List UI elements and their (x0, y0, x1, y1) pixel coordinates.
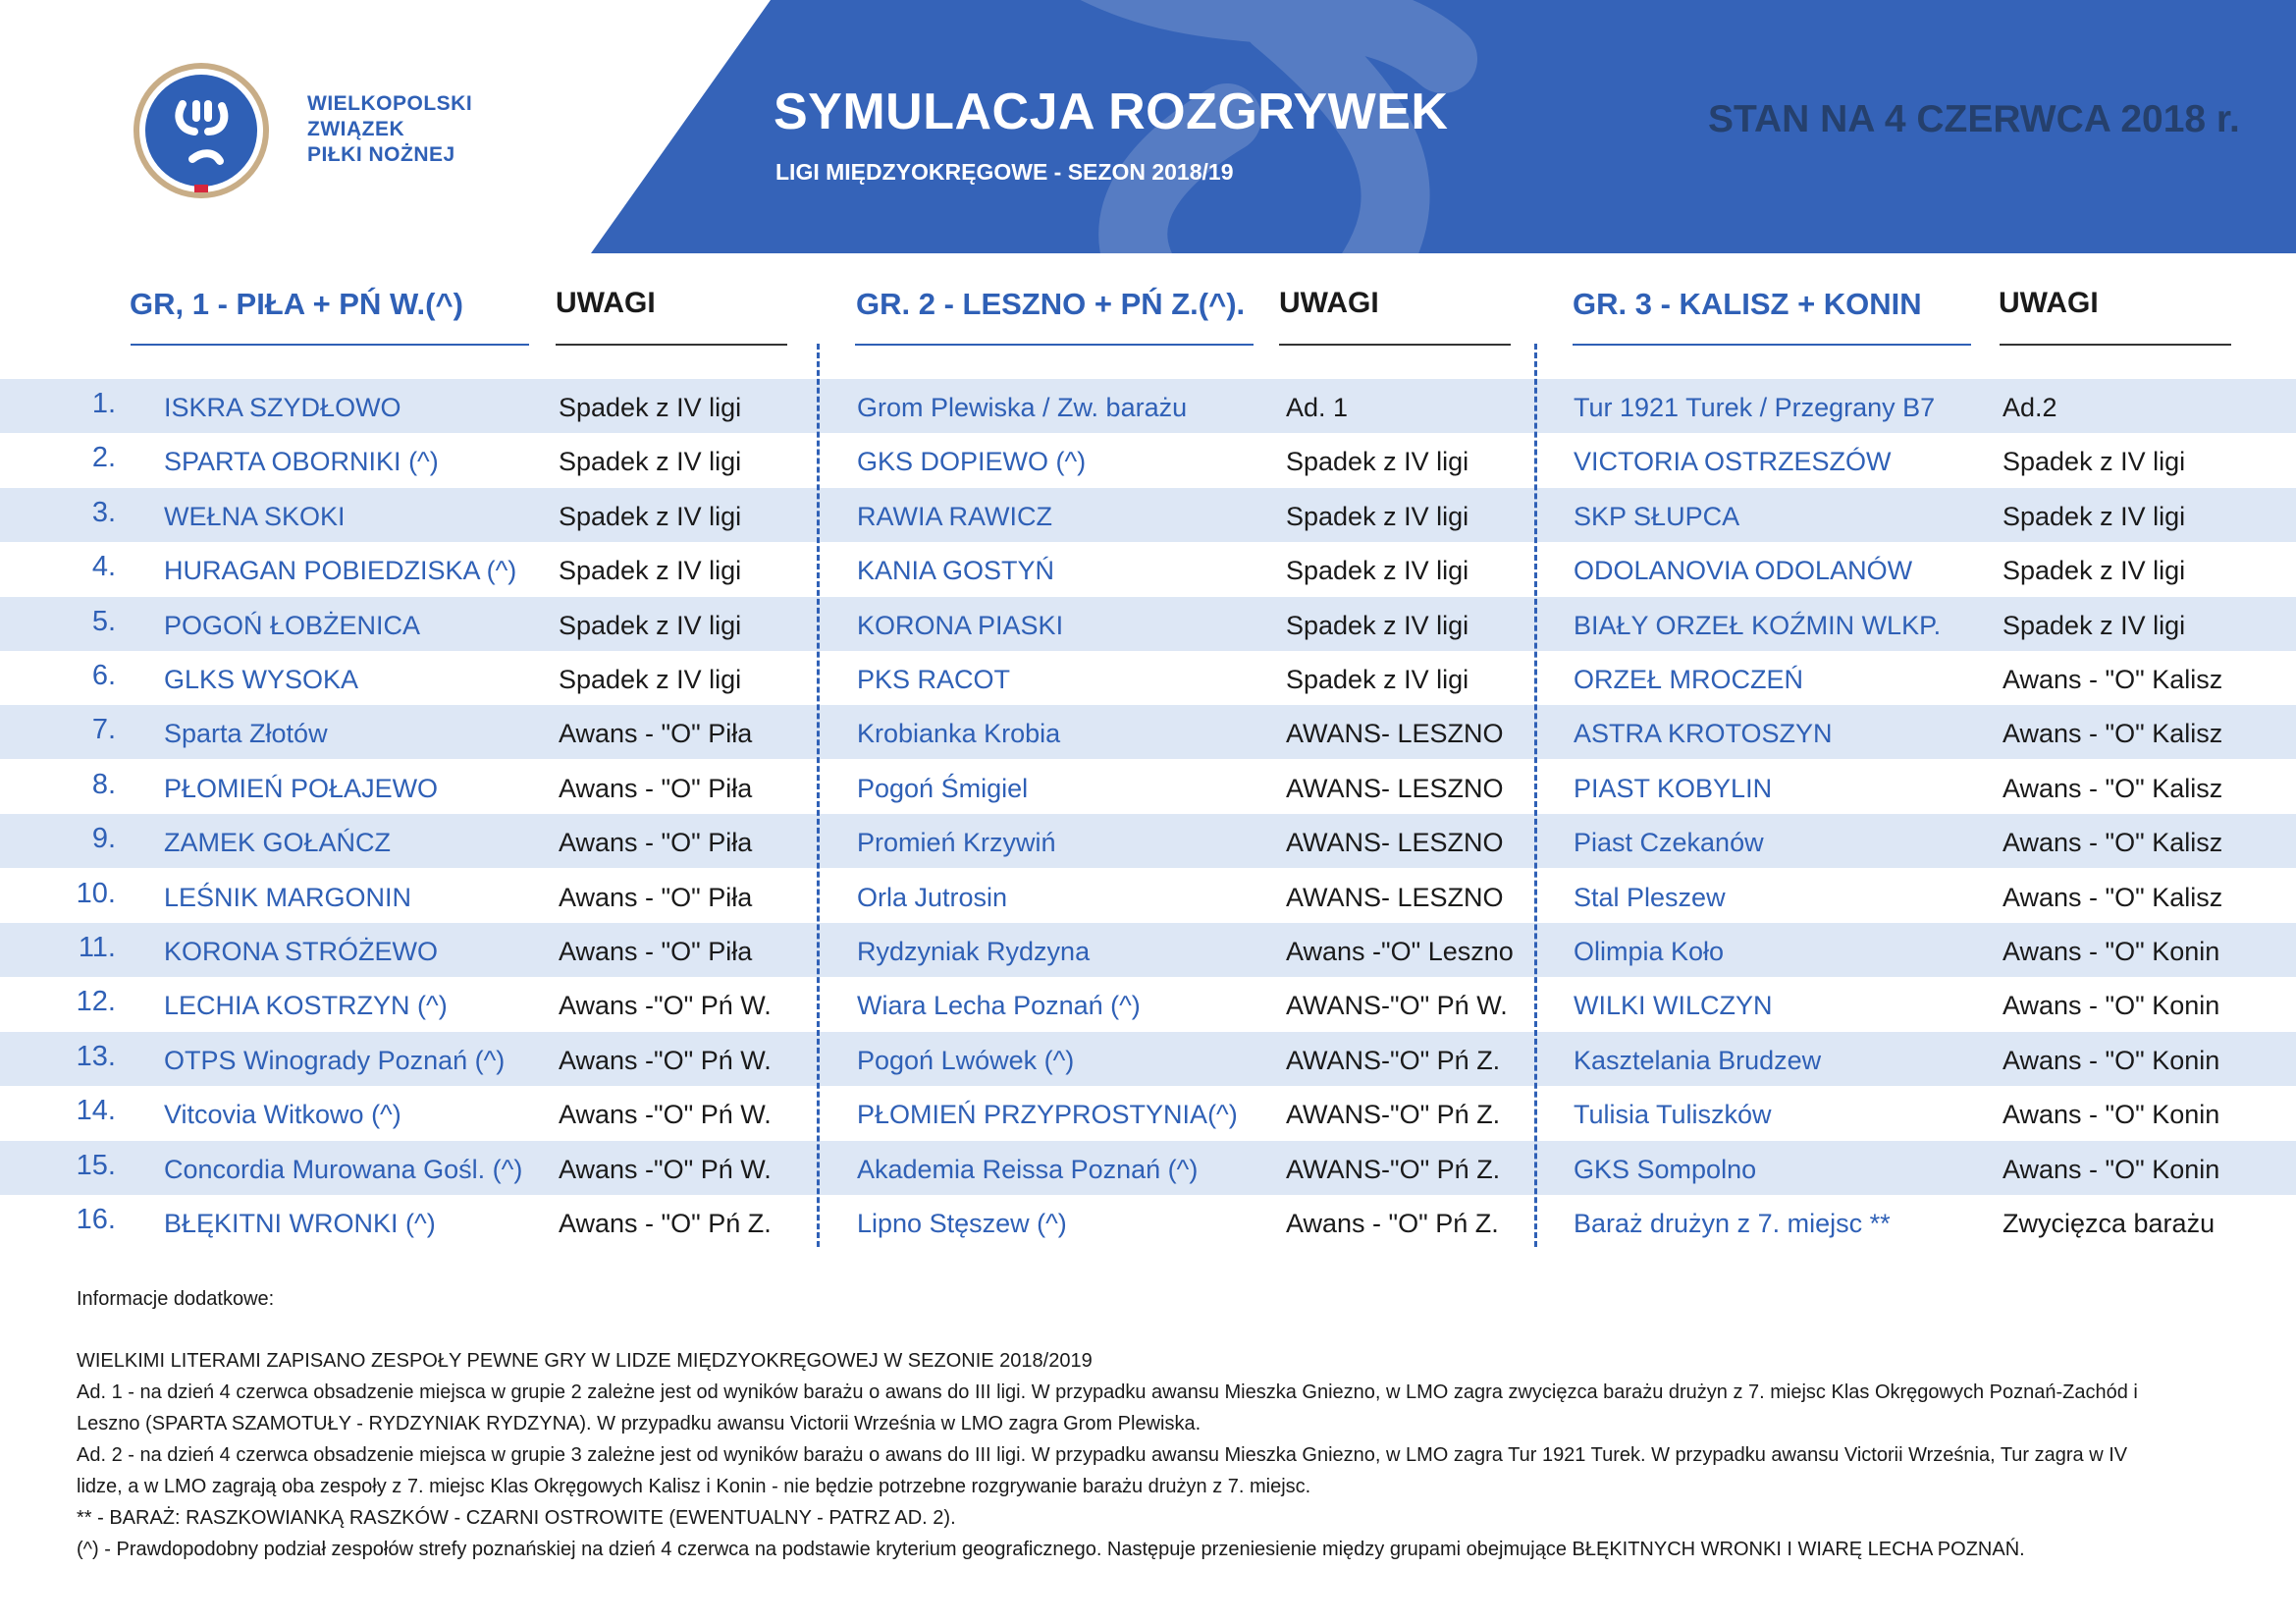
group-3-team: SKP SŁUPCA (1574, 501, 1740, 531)
row-number: 2. (91, 442, 116, 474)
info-line: (^) - Prawdopodobny podział zespołów strefy poznańskiej na dzień 4 czerwca na podstawie kryterium geograficznego. Następuje przeniesienie między grupami obejmujące BŁĘKITNYCH WRONKI I WIARĘ LECHA POZNAŃ. (77, 1539, 2025, 1560)
group-3-note: Awans - "O" Konin (2002, 991, 2220, 1021)
group-2-note: Spadek z IV ligi (1286, 610, 1469, 640)
page-subtitle: LIGI MIĘDZYOKRĘGOWE - SEZON 2018/19 (775, 159, 1234, 185)
group-3-note: Zwycięzca barażu (2002, 1209, 2216, 1238)
table-row (0, 597, 2296, 651)
group-2-notes-underline (1279, 344, 1511, 346)
group-2-team: Pogoń Lwówek (^) (857, 1045, 1075, 1075)
table-row (0, 760, 2296, 814)
row-number: 13. (76, 1040, 116, 1072)
group-2-team: RAWIA RAWICZ (857, 501, 1052, 531)
group-2-note: Spadek z IV ligi (1286, 447, 1469, 477)
table-row (0, 923, 2296, 977)
group-3-notes-underline (2000, 344, 2231, 346)
group-3-team: WILKI WILCZYN (1574, 991, 1773, 1021)
group-2-team: KANIA GOSTYŃ (857, 556, 1055, 586)
table-row (0, 433, 2296, 487)
group-1-note: Spadek z IV ligi (559, 393, 742, 422)
group-2-note: AWANS- LESZNO (1286, 773, 1504, 803)
row-number: 4. (91, 551, 116, 583)
group-2-team: PŁOMIEŃ PRZYPROSTYNIA(^) (857, 1100, 1238, 1130)
group-2-team: Lipno Stęszew (^) (857, 1209, 1067, 1238)
table-row (0, 869, 2296, 923)
row-number: 6. (91, 660, 116, 691)
group-1-team: HURAGAN POBIEDZISKA (^) (164, 556, 517, 586)
group-1-notes-header: UWAGI (556, 287, 656, 319)
group-2-note: AWANS- LESZNO (1286, 882, 1504, 912)
group-3-title: GR. 3 - KALISZ + KONIN (1573, 287, 1922, 321)
group-3-team: Piast Czekanów (1574, 828, 1764, 858)
table-row (0, 814, 2296, 868)
row-number: 11. (78, 932, 116, 963)
group-2-note: AWANS-"O" Pń Z. (1286, 1045, 1501, 1075)
status-date: STAN NA 4 CZERWCA 2018 r. (1708, 98, 2240, 140)
group-1-team: OTPS Winogrady Poznań (^) (164, 1045, 506, 1075)
table-row (0, 1141, 2296, 1195)
group-1-note: Awans - "O" Piła (559, 937, 753, 966)
group-3-team: ODOLANOVIA ODOLANÓW (1574, 556, 1913, 586)
group-1-title: GR, 1 - PIŁA + PŃ W.(^) (130, 287, 463, 321)
group-1-note: Awans -"O" Pń W. (559, 1100, 772, 1130)
group-1-team: Sparta Złotów (164, 719, 328, 749)
page-title: SYMULACJA ROZGRYWEK (774, 83, 1449, 140)
table-row (0, 1032, 2296, 1086)
group-2-title: GR. 2 - LESZNO + PŃ Z.(^). (856, 287, 1246, 321)
group-2-note: Ad. 1 (1286, 393, 1349, 422)
group-2-team: Krobianka Krobia (857, 719, 1061, 749)
group-separator (817, 344, 820, 1247)
group-1-note: Awans - "O" Piła (559, 719, 753, 749)
group-3-note: Awans - "O" Konin (2002, 937, 2220, 966)
group-3-title-underline (1573, 344, 1971, 346)
group-2-team: PKS RACOT (857, 665, 1011, 694)
group-1-team: GLKS WYSOKA (164, 665, 359, 694)
group-2-note: Awans -"O" Leszno (1286, 937, 1514, 966)
group-1-team: SPARTA OBORNIKI (^) (164, 447, 439, 477)
group-1-note: Awans -"O" Pń W. (559, 1045, 772, 1075)
table-row (0, 1086, 2296, 1140)
group-3-note: Ad.2 (2002, 393, 2057, 422)
org-name-line1: WIELKOPOLSKI (307, 92, 473, 115)
table-row (0, 379, 2296, 433)
org-name (307, 91, 472, 168)
org-name-line2: ZWIĄZEK (307, 118, 405, 140)
row-number: 5. (91, 605, 116, 637)
group-2-note: AWANS- LESZNO (1286, 828, 1504, 858)
info-line: Ad. 1 - na dzień 4 czerwca obsadzenie miejsca w grupie 2 zależne jest od wyników barażu o awans do III ligi. W przypadku awansu Mieszka Gniezno, w LMO zagra zwycięzca barażu drużyn z 7. miejsc Klas Okręgowych Poznań-Zachód i (77, 1381, 2138, 1403)
row-number: 1. (91, 388, 116, 419)
group-3-team: Tulisia Tuliszków (1574, 1100, 1772, 1130)
row-number: 16. (76, 1204, 116, 1235)
group-3-note: Awans - "O" Kalisz (2002, 665, 2223, 694)
group-2-team: GKS DOPIEWO (^) (857, 447, 1087, 477)
group-2-note: Spadek z IV ligi (1286, 501, 1469, 531)
group-1-note: Awans -"O" Pń W. (559, 991, 772, 1021)
group-3-note: Awans - "O" Kalisz (2002, 882, 2223, 912)
group-2-team: Rydzyniak Rydzyna (857, 937, 1091, 966)
group-3-note: Awans - "O" Konin (2002, 1045, 2220, 1075)
info-notes (77, 1345, 2236, 1565)
group-1-team: Vitcovia Witkowo (^) (164, 1100, 401, 1130)
row-number: 12. (76, 986, 116, 1018)
group-3-team: ORZEŁ MROCZEŃ (1574, 665, 1804, 694)
group-3-note: Spadek z IV ligi (2002, 556, 2186, 586)
group-2-note: AWANS-"O" Pń Z. (1286, 1100, 1501, 1130)
group-1-note: Awans - "O" Piła (559, 882, 753, 912)
group-1-note: Awans - "O" Piła (559, 773, 753, 803)
group-3-note: Awans - "O" Kalisz (2002, 828, 2223, 858)
info-line: ** - BARAŻ: RASZKOWIANKĄ RASZKÓW - CZARNI OSTROWITE (EWENTUALNY - PATRZ AD. 2). (77, 1507, 956, 1529)
group-1-team: ZAMEK GOŁAŃCZ (164, 828, 392, 858)
group-3-note: Spadek z IV ligi (2002, 501, 2186, 531)
group-3-team: Kasztelania Brudzew (1574, 1045, 1822, 1075)
group-1-team: POGOŃ ŁOBŻENICA (164, 610, 421, 640)
group-3-team: PIAST KOBYLIN (1574, 773, 1773, 803)
table-row (0, 542, 2296, 596)
group-2-team: Akademia Reissa Poznań (^) (857, 1154, 1199, 1184)
group-3-note: Awans - "O" Konin (2002, 1154, 2220, 1184)
group-3-notes-header: UWAGI (1999, 287, 2099, 319)
group-3-note: Spadek z IV ligi (2002, 610, 2186, 640)
wzpn-logo-icon (132, 61, 271, 200)
group-3-team: Stal Pleszew (1574, 882, 1726, 912)
group-2-note: AWANS-"O" Pń W. (1286, 991, 1508, 1021)
table-row (0, 977, 2296, 1031)
group-1-note: Spadek z IV ligi (559, 447, 742, 477)
group-3-team: Olimpia Koło (1574, 937, 1725, 966)
group-2-note: Awans - "O" Pń Z. (1286, 1209, 1499, 1238)
group-2-title-underline (855, 344, 1254, 346)
group-2-team: KORONA PIASKI (857, 610, 1064, 640)
row-number: 15. (76, 1149, 116, 1181)
group-3-note: Awans - "O" Konin (2002, 1100, 2220, 1130)
info-line: lidze, a w LMO zagrają oba zespoły z 7. miejsc Klas Okręgowych Kalisz i Konin - nie będzie potrzebne rozgrywanie barażu drużyn z 7. miejsc. (77, 1476, 1311, 1497)
group-3-team: GKS Sompolno (1574, 1154, 1757, 1184)
group-1-note: Spadek z IV ligi (559, 665, 742, 694)
group-2-note: AWANS-"O" Pń Z. (1286, 1154, 1501, 1184)
group-2-team: Orla Jutrosin (857, 882, 1008, 912)
row-number: 9. (91, 823, 116, 855)
group-1-team: PŁOMIEŃ POŁAJEWO (164, 773, 439, 803)
group-2-team: Promień Krzywiń (857, 828, 1056, 858)
table-row (0, 1195, 2296, 1249)
group-1-note: Awans -"O" Pń W. (559, 1154, 772, 1184)
group-2-team: Pogoń Śmigiel (857, 773, 1029, 803)
row-number: 7. (91, 714, 116, 746)
group-1-team: ISKRA SZYDŁOWO (164, 393, 401, 422)
table-row (0, 651, 2296, 705)
group-3-note: Awans - "O" Kalisz (2002, 773, 2223, 803)
group-3-team: ASTRA KROTOSZYN (1574, 719, 1833, 749)
row-number: 3. (91, 496, 116, 528)
org-name-line3: PIŁKI NOŻNEJ (307, 143, 455, 166)
group-2-team: Wiara Lecha Poznań (^) (857, 991, 1141, 1021)
group-2-note: AWANS- LESZNO (1286, 719, 1504, 749)
group-3-team: BIAŁY ORZEŁ KOŹMIN WLKP. (1574, 610, 1942, 640)
table-row (0, 705, 2296, 759)
group-1-notes-underline (556, 344, 787, 346)
group-1-team: WEŁNA SKOKI (164, 501, 346, 531)
row-number: 10. (76, 877, 116, 909)
group-1-note: Spadek z IV ligi (559, 610, 742, 640)
info-line: Ad. 2 - na dzień 4 czerwca obsadzenie miejsca w grupie 3 zależne jest od wyników barażu o awans do III ligi. W przypadku awansu Mieszka Gniezno, w LMO zagra Tur 1921 Turek. W przypadku awansu Victorii Września, Tur zagra w IV (77, 1444, 2128, 1466)
group-3-note: Spadek z IV ligi (2002, 447, 2186, 477)
group-1-team: BŁĘKITNI WRONKI (^) (164, 1209, 436, 1238)
info-label: Informacje dodatkowe: (77, 1288, 275, 1310)
group-1-note: Awans - "O" Pń Z. (559, 1209, 772, 1238)
group-1-team: Concordia Murowana Gośl. (^) (164, 1154, 523, 1184)
group-2-note: Spadek z IV ligi (1286, 665, 1469, 694)
group-1-note: Awans - "O" Piła (559, 828, 753, 858)
group-separator (1534, 344, 1537, 1247)
group-2-note: Spadek z IV ligi (1286, 556, 1469, 586)
group-1-note: Spadek z IV ligi (559, 501, 742, 531)
row-number: 8. (91, 768, 116, 800)
group-2-team: Grom Plewiska / Zw. barażu (857, 393, 1188, 422)
group-1-note: Spadek z IV ligi (559, 556, 742, 586)
group-3-note: Awans - "O" Kalisz (2002, 719, 2223, 749)
group-1-team: LEŚNIK MARGONIN (164, 882, 412, 912)
info-line: WIELKIMI LITERAMI ZAPISANO ZESPOŁY PEWNE GRY W LIDZE MIĘDZYOKRĘGOWEJ W SEZONIE 2018/2019 (77, 1350, 1093, 1372)
table-row (0, 488, 2296, 542)
group-2-notes-header: UWAGI (1279, 287, 1379, 319)
group-1-team: KORONA STRÓŻEWO (164, 937, 439, 966)
group-1-title-underline (131, 344, 529, 346)
group-3-team: Baraż drużyn z 7. miejsc ** (1574, 1209, 1891, 1238)
group-3-team: VICTORIA OSTRZESZÓW (1574, 447, 1892, 477)
row-number: 14. (76, 1095, 116, 1127)
info-line: Leszno (SPARTA SZAMOTUŁY - RYDZYNIAK RYDZYNA). W przypadku awansu Victorii Września w LMO zagra Grom Plewiska. (77, 1413, 1201, 1435)
group-1-team: LECHIA KOSTRZYN (^) (164, 991, 448, 1021)
group-3-team: Tur 1921 Turek / Przegrany B7 (1574, 393, 1936, 422)
